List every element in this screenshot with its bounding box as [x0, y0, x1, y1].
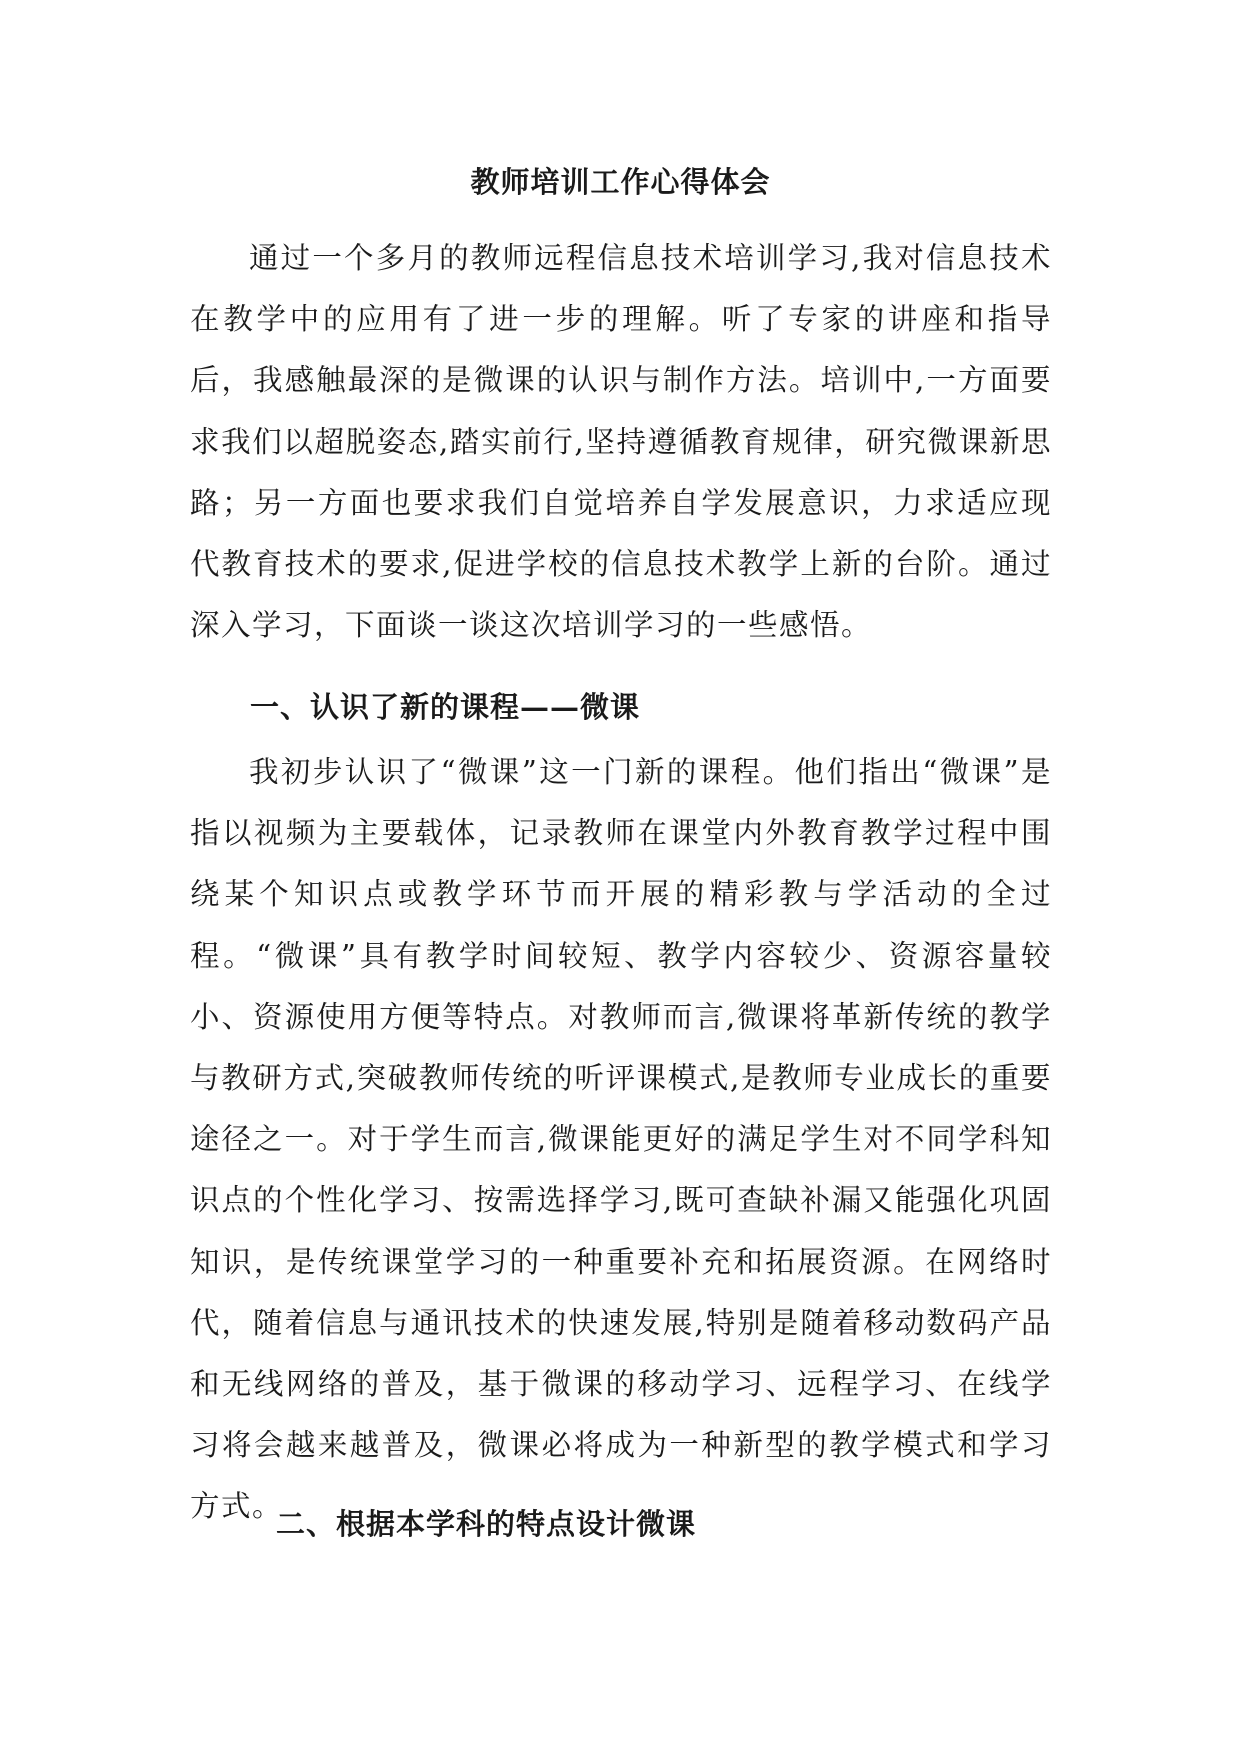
document-title: 教师培训工作心得体会	[470, 165, 771, 199]
paragraph-micro-course: 我初步认识了“微课”这一门新的课程。他们指出“微课”是指以视频为主要载体，记录教师在课堂内外教育教学过程中围绕某个知识点或教学环节而开展的精彩教与学活动的全过程。“微课”具有教学时间较短、教学内容较少、资源容量较小、资源使用方便等特点。对教师而言,微课将革新传统的教学与教研方式,突破教师传统的听评课模式,是教师专业成长的重要途径之一。对于学生而言,微课能更好的满足学生对不同学科知识点的个性化学习、按需选择学习,既可查缺补漏又能强化巩固知识，是传统课堂学习的一种重要补充和拓展资源。在网络时代，随着信息与通讯技术的快速发展,特别是随着移动数码产品和无线网络的普及，基于微课的移动学习、远程学习、在线学习将会越来越普及，微课必将成为一种新型的教学模式和学习方式。	[190, 755, 1052, 1524]
paragraph-intro: 通过一个多月的教师远程信息技术培训学习,我对信息技术在教学中的应用有了进一步的理解。听了专家的讲座和指导后，我感触最深的是微课的认识与制作方法。培训中,一方面要求我们以超脱姿态,踏实前行,坚持遵循教育规律，研究微课新思路；另一方面也要求我们自觉培养自学发展意识，力求适应现代教育技术的要求,促进学校的信息技术教学上新的台阶。通过深入学习，下面谈一谈这次培训学习的一些感悟。	[190, 241, 1052, 643]
section-heading-1: 一、认识了新的课程——微课	[250, 690, 641, 724]
section-heading-2: 二、根据本学科的特点设计微课	[276, 1507, 697, 1541]
